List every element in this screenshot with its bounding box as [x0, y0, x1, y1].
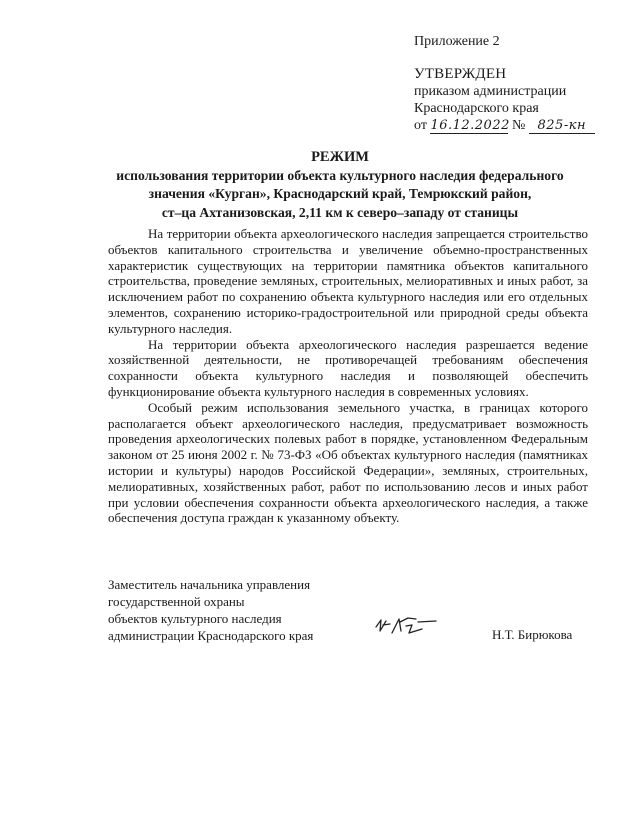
- signatory-line-1: Заместитель начальника управления: [108, 577, 311, 592]
- paragraph-3: Особый режим использования земельного участка, в границах которого располагается объект археологического наследия, предусматривает возможность проведения археологических полевых работ в порядке, установленном Федеральным законом от 25 июня 2002 г. № 73-ФЗ «Об объектах культурного наследия (памятниках истории и культуры) народов Российской Федерации», земляных, строительных, мелиоративных, хозяйственных работ, работ по использованию лесов и иных работ при условии обеспечения сохранности объекта археологического наследия, а также обеспечения доступа граждан к указанному объекту.: [108, 399, 588, 526]
- paragraph-1: На территории объекта археологического наследия запрещается строительство объектов капитального строительства и увеличение объемно-пространственных характеристик существующих на территории памятника объектов капитального строительства, проведение земляных, строительных, мелиоративных и иных работ, за исключением работ по сохранению объекта культурного наследия или его отдельных элементов, сохранению историко-градостроительной или природной среды объекта культурного наследия.: [108, 226, 588, 336]
- signatory-block: [108, 576, 313, 644]
- signatory-line-3: объектов культурного наследия: [108, 611, 282, 626]
- title-line-2: значения «Курган», Краснодарский край, Темрюкский район,: [148, 186, 532, 201]
- title-main: РЕЖИМ: [311, 149, 369, 165]
- title-line-1: использования территории объекта культурного наследия федерального: [116, 167, 564, 183]
- handwritten-signature: [372, 613, 442, 639]
- approval-line-2: Краснодарского края: [414, 101, 539, 116]
- document-body: [108, 226, 588, 526]
- document-title: [100, 148, 580, 222]
- approval-date-line: [414, 117, 595, 134]
- signatory-line-2: государственной охраны: [108, 594, 245, 609]
- handwritten-date: 16.12.2022: [430, 118, 510, 133]
- handwritten-date-field: [430, 119, 508, 134]
- from-label: от: [414, 118, 427, 133]
- signatory-name: Н.Т. Бирюкова: [492, 627, 573, 642]
- approval-block: [414, 66, 595, 134]
- approval-line-1: приказом администрации: [414, 84, 567, 99]
- signatory-line-4: администрации Краснодарского края: [108, 628, 314, 643]
- appendix-label: Приложение 2: [414, 34, 500, 49]
- handwritten-number: 825-кн: [537, 118, 587, 133]
- approval-heading: УТВЕРЖДЕН: [414, 66, 507, 82]
- handwritten-number-field: [529, 119, 595, 134]
- number-label: №: [511, 118, 526, 133]
- paragraph-2: На территории объекта археологического наследия разрешается ведение хозяйственной деятельности, не противоречащей требованиям обеспечения сохранности объекта культурного наследия и позволяющей обеспечить функционирование объекта культурного наследия в современных условиях.: [108, 336, 588, 399]
- title-line-3: ст–ца Ахтанизовская, 2,11 км к северо–западу от станицы: [161, 204, 519, 220]
